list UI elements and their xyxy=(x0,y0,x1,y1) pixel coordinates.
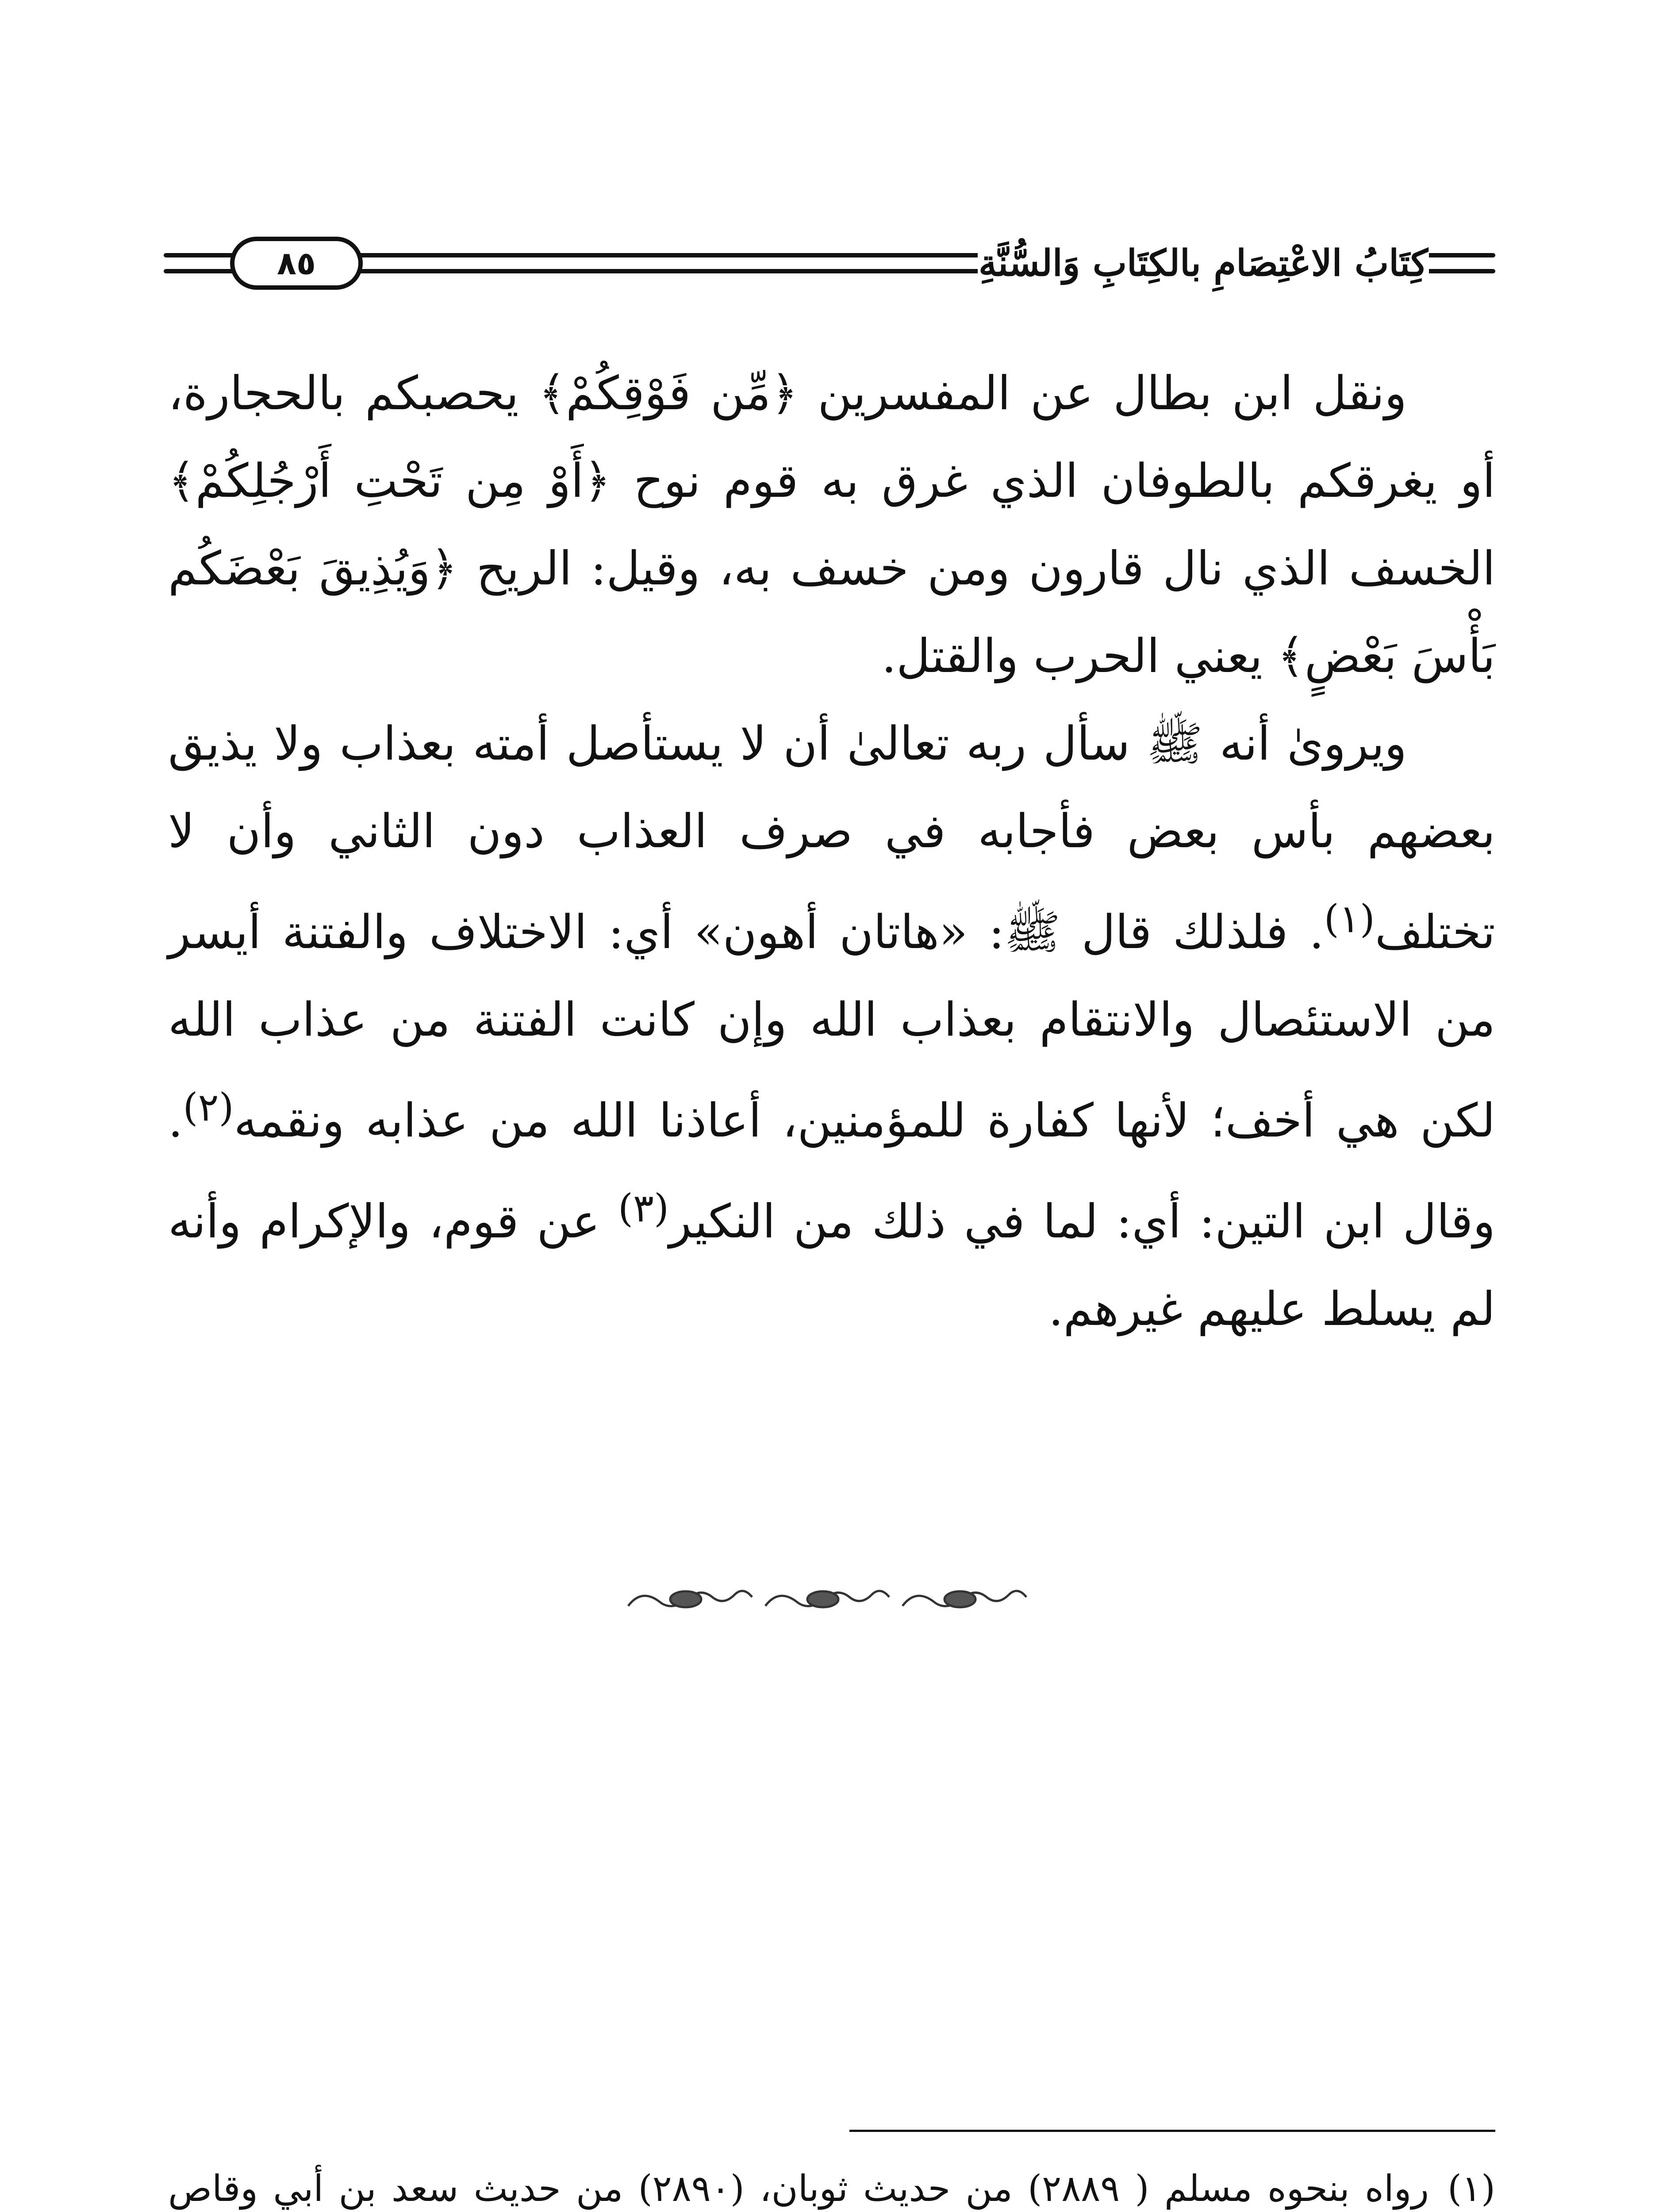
paragraph xyxy=(168,700,1495,1353)
footnote-number: (١) xyxy=(1447,2168,1495,2210)
text-run: ونقل ابن بطال عن المفسرين xyxy=(798,366,1407,420)
main-text xyxy=(168,349,1495,1353)
header-rule xyxy=(358,269,982,273)
header-rule xyxy=(1425,269,1495,273)
text-run: عن قوم، والإكرام وأنه لم يسلط عليهم غيرهم. xyxy=(168,1194,1495,1336)
text-run: . فلذلك قال ﷺ: «هاتان أهون» أي: الاختلاف والفتنة أيسر من الاستئصال والانتقام بعذاب الله وإن كانت الفتنة من عذاب الله لكن هي أخف؛ لأنها كفارة للمؤمنين، أعاذنا الله من عذابه ونقمه xyxy=(168,905,1495,1148)
page-number: ٨٥ xyxy=(277,245,316,282)
book-title: كِتَابُ الاعْتِصَامِ بالكِتَابِ وَالسُّنَّةِ xyxy=(978,230,1429,296)
footnote-separator xyxy=(849,2130,1495,2132)
header-rule xyxy=(358,253,982,257)
running-header xyxy=(164,230,1495,296)
text-run: يعني الحرب والقتل. xyxy=(881,629,1278,683)
footnote-ref[interactable]: (٣) xyxy=(618,1186,669,1231)
footnote-ref[interactable]: (١) xyxy=(1324,896,1375,941)
quran-verse: ﴿وَيُذِيقَ بَعْضَكُم بَأْسَ بَعْضٍ﴾ xyxy=(168,541,1495,683)
quran-verse: ﴿أَوْ مِن تَحْتِ أَرْجُلِكُمْ﴾ xyxy=(168,454,611,508)
ornament-motif xyxy=(902,1591,1026,1607)
page-number-badge xyxy=(230,237,363,290)
footnote xyxy=(168,2154,1495,2212)
text-run: الخسف الذي نال قارون ومن خسف به، وقيل: الريح xyxy=(457,541,1495,595)
ornament-motif xyxy=(628,1591,752,1607)
quran-verse: ﴿مِّن فَوْقِكُمْ﴾ xyxy=(538,366,798,420)
footnote-ref[interactable]: (٢) xyxy=(183,1085,234,1130)
text-run: ويروىٰ أنه ﷺ سأل ربه تعالىٰ أن لا يستأصل أمته بعذاب ولا يذيق بعضهم بأس بعض فأجابه في صرف العذاب دون الثاني وأن لا تختلف xyxy=(168,717,1495,959)
text-run: . وقال ابن التين: أي: لما في ذلك من النكير xyxy=(168,1094,1495,1248)
text-run: يحصبكم بالحجارة، أو يغرقكم بالطوفان الذي غرق به قوم نوح xyxy=(168,366,1496,508)
header-rule xyxy=(164,269,234,273)
header-rule xyxy=(1425,253,1495,257)
ornament-motif xyxy=(765,1591,889,1607)
paragraph xyxy=(168,349,1495,700)
footnote-text: رواه بنحوه مسلم ( ٢٨٨٩) من حديث ثوبان، (٢٨٩٠) من حديث سعد بن أبي وقاص xyxy=(168,2168,1429,2210)
footnotes xyxy=(168,2154,1495,2212)
header-rule xyxy=(164,253,234,257)
floral-divider-icon xyxy=(619,1575,1040,1628)
